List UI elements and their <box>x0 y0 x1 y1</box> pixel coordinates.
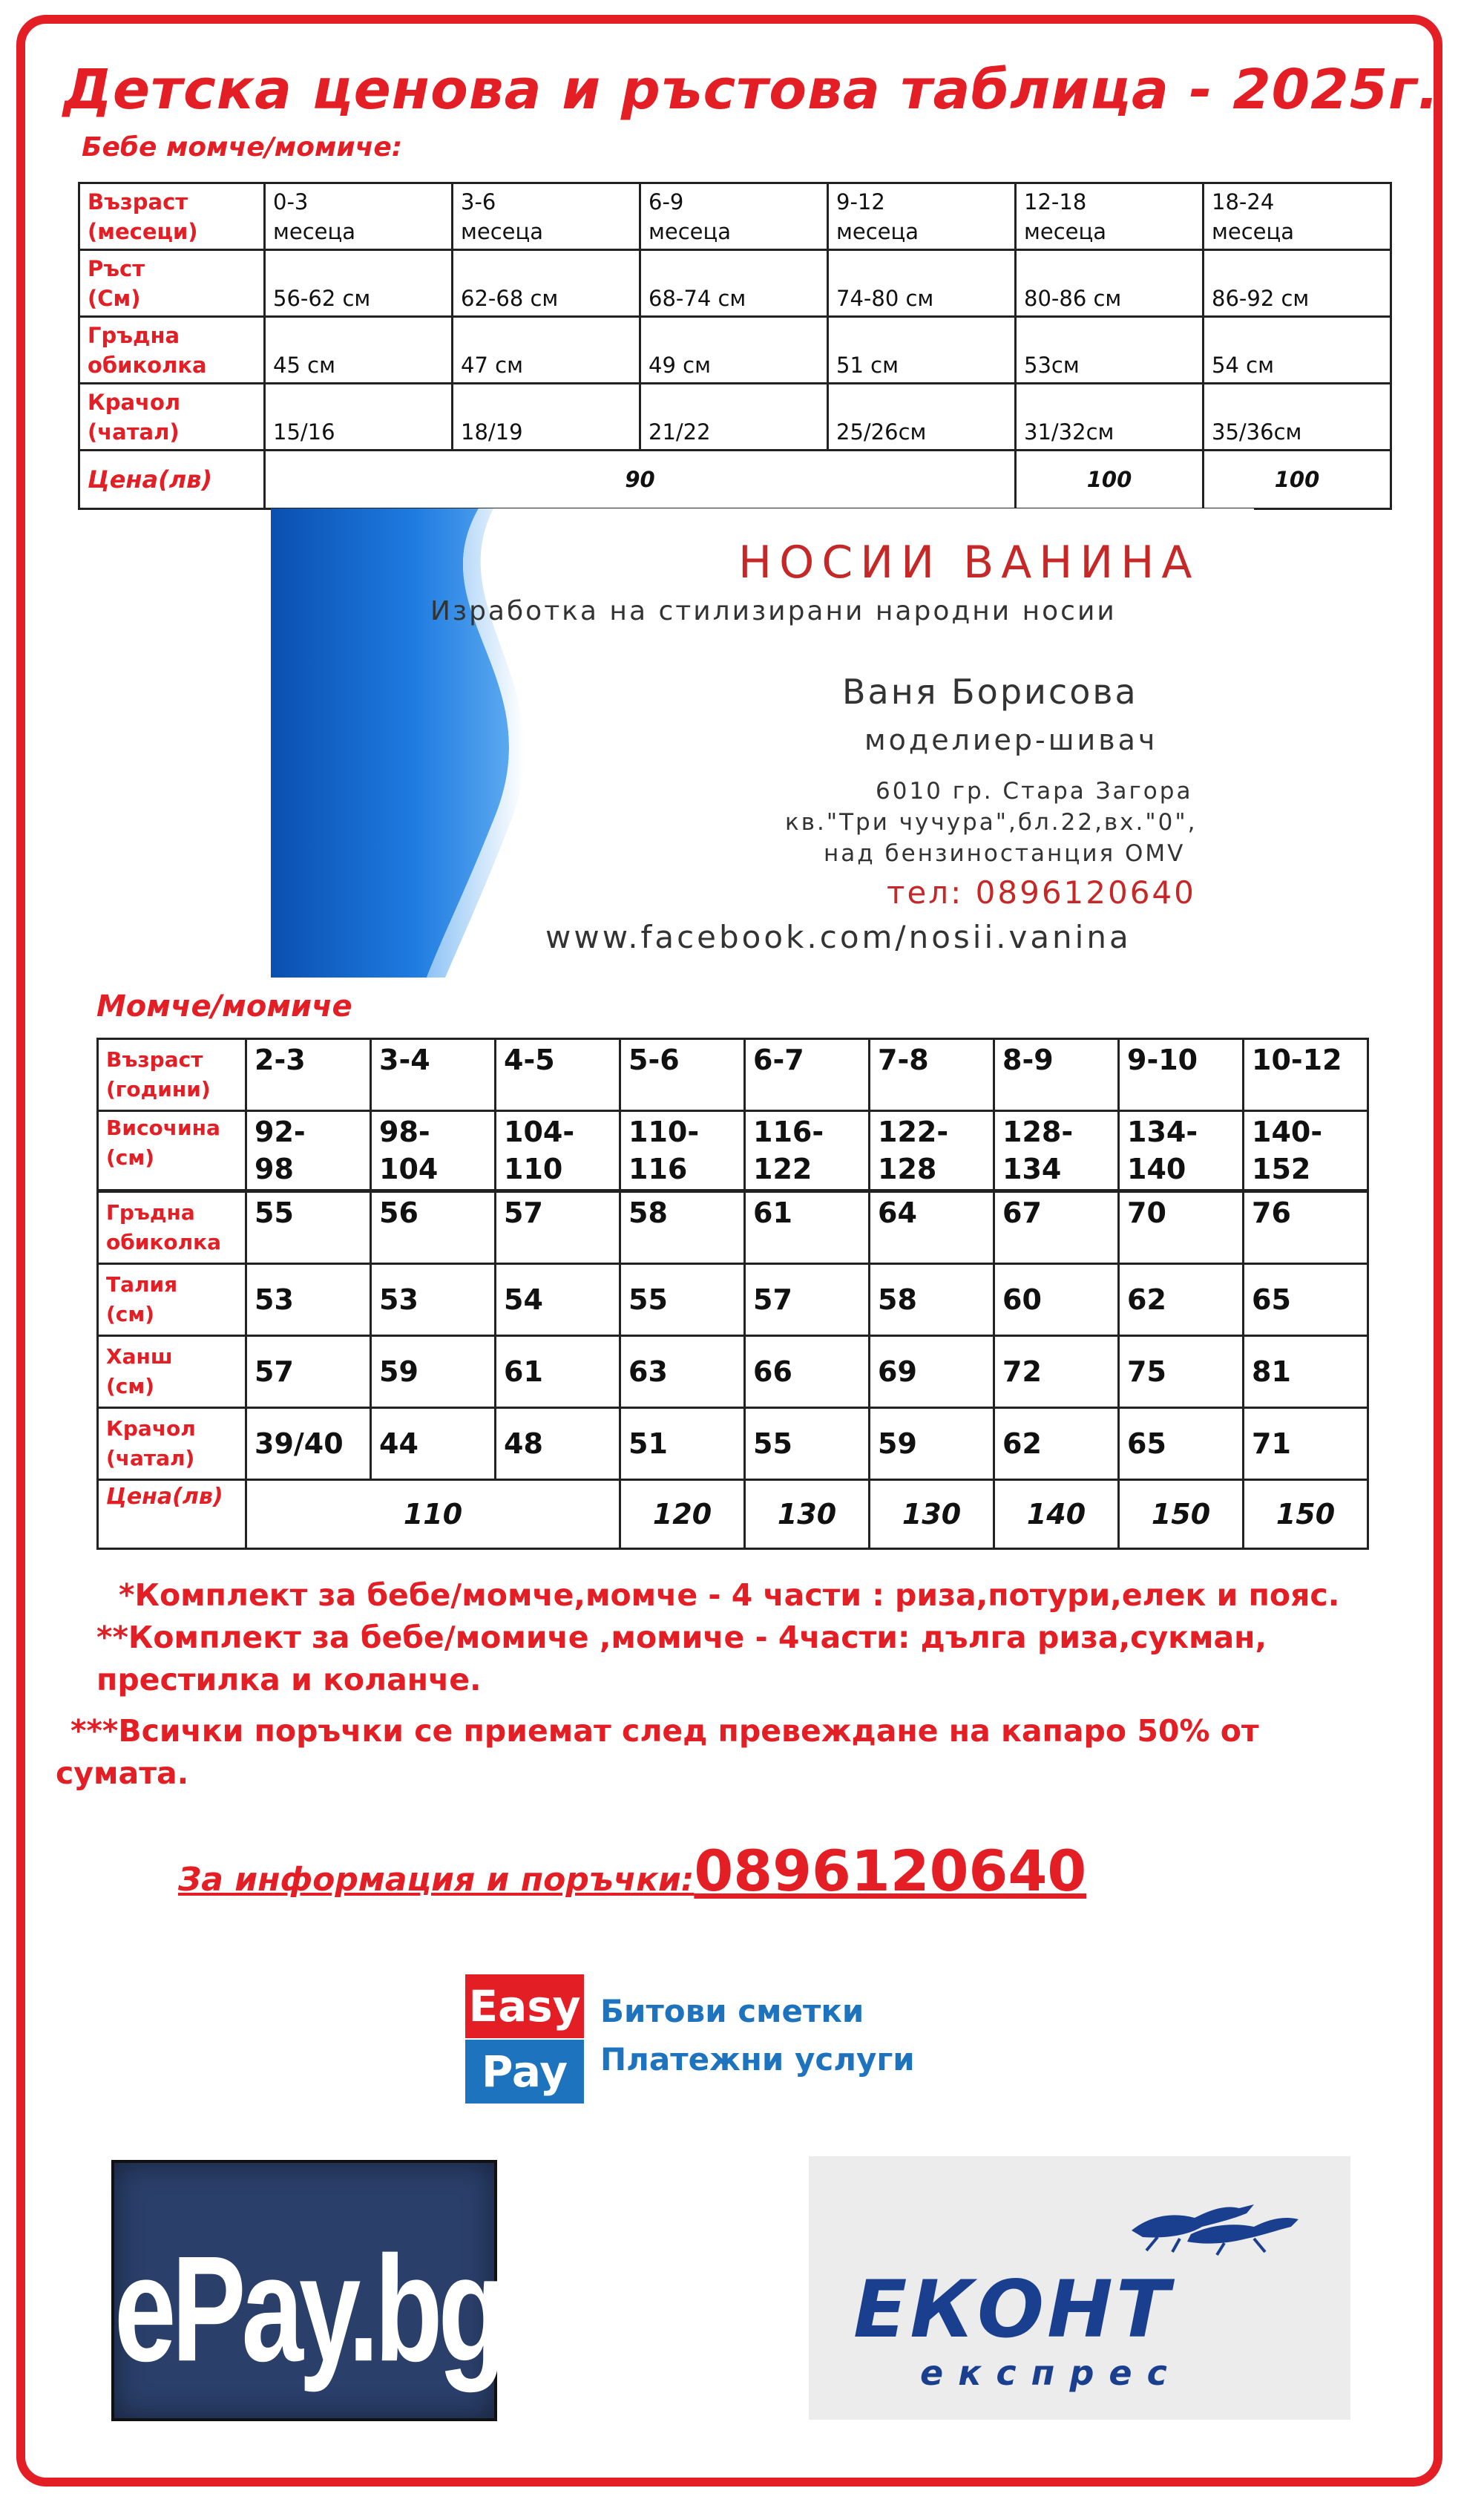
note-deposit: ***Всички поръчки се приемат след превеждане на капаро 50% от <box>70 1713 1259 1749</box>
business-card <box>271 508 1254 978</box>
table-cell: 0-3 месеца <box>265 183 453 250</box>
price-label: Цена(лв) <box>79 451 265 509</box>
table-cell: 12-18 месеца <box>1016 183 1204 250</box>
table-cell: 65 <box>1244 1264 1368 1336</box>
contact-label: За информация и поръчки: <box>178 1861 695 1899</box>
table-row <box>98 1408 1368 1480</box>
brand-name: НОСИИ ВАНИНА <box>738 537 1200 589</box>
table-cell: 128- 134 <box>994 1111 1119 1191</box>
table-cell: 54 см <box>1204 317 1391 384</box>
address-line: кв."Три чучура",бл.22,вх."0", <box>785 809 1198 836</box>
table-cell: 110- 116 <box>620 1111 745 1191</box>
table-cell: 51 см <box>828 317 1016 384</box>
table-row <box>79 317 1391 384</box>
table-cell: 134- 140 <box>1119 1111 1244 1191</box>
note-deposit-cont: сумата. <box>56 1755 189 1791</box>
table-cell: 75 <box>1119 1336 1244 1408</box>
page-title: Детска ценова и ръстова таблица - 2025г. <box>63 58 1439 122</box>
table-cell: 45 см <box>265 317 453 384</box>
table-row <box>98 1039 1368 1111</box>
table-cell: 68-74 см <box>640 250 828 317</box>
owner-name: Ваня Борисова <box>842 672 1138 712</box>
table-cell: 3-6 месеца <box>453 183 640 250</box>
table-cell: 21/22 <box>640 384 828 451</box>
table-cell: 5-6 <box>620 1039 745 1111</box>
epay-logo <box>111 2160 502 2421</box>
baby-section-heading: Бебе момче/момиче: <box>82 132 403 163</box>
table-cell: 59 <box>371 1336 496 1408</box>
table-cell: 104- 110 <box>496 1111 620 1191</box>
table-cell: 71 <box>1244 1408 1368 1480</box>
easypay-logo-top: Easy <box>465 1974 584 2038</box>
table-cell: 25/26см <box>828 384 1016 451</box>
price-row <box>98 1480 1368 1549</box>
table-row <box>98 1264 1368 1336</box>
table-cell: 62 <box>994 1408 1119 1480</box>
table-cell: 39/40 <box>246 1408 371 1480</box>
table-cell: 98- 104 <box>371 1111 496 1191</box>
table-row <box>98 1191 1368 1264</box>
table-cell: 18/19 <box>453 384 640 451</box>
table-cell: 64 <box>870 1191 994 1264</box>
easypay-logo-bottom: Pay <box>465 2040 584 2104</box>
easypay-line2: Платежни услуги <box>600 2041 915 2078</box>
table-cell: 140- 152 <box>1244 1111 1368 1191</box>
econt-logo-sub: експрес <box>920 2353 1182 2393</box>
table-cell: 69 <box>870 1336 994 1408</box>
table-cell: 4-5 <box>496 1039 620 1111</box>
table-cell: 67 <box>994 1191 1119 1264</box>
price-value: 90 <box>265 451 1016 509</box>
table-row <box>79 384 1391 451</box>
econt-logo-text: ЕКОНТ <box>853 2264 1173 2355</box>
table-cell: 44 <box>371 1408 496 1480</box>
table-cell: 122- 128 <box>870 1111 994 1191</box>
brand-tagline: Изработка на стилизирани народни носии <box>430 596 1117 626</box>
row-label-hip: Ханш (см) <box>98 1336 246 1408</box>
row-label-inseam: Крачол (чатал) <box>79 384 265 451</box>
easypay-logo <box>465 1974 584 2104</box>
table-cell: 86-92 см <box>1204 250 1391 317</box>
table-cell: 62 <box>1119 1264 1244 1336</box>
note-girl-set-cont: престилка и коланче. <box>96 1662 482 1698</box>
row-label-inseam: Крачол (чатал) <box>98 1408 246 1480</box>
table-cell: 54 <box>496 1264 620 1336</box>
blue-wave-graphic <box>271 508 605 978</box>
address-line: над бензиностанция OMV <box>824 840 1186 867</box>
table-cell: 56-62 см <box>265 250 453 317</box>
table-cell: 9-10 <box>1119 1039 1244 1111</box>
easypay-line1: Битови сметки <box>600 1993 864 2029</box>
card-phone: тел: 0896120640 <box>887 874 1196 911</box>
table-cell: 58 <box>870 1264 994 1336</box>
table-cell: 58 <box>620 1191 745 1264</box>
econt-logo <box>809 2156 1350 2420</box>
price-value: 150 <box>1119 1480 1244 1549</box>
price-label: Цена(лв) <box>98 1480 246 1549</box>
table-cell: 65 <box>1119 1408 1244 1480</box>
address-line: 6010 гр. Стара Загора <box>876 778 1193 805</box>
table-cell: 66 <box>745 1336 870 1408</box>
table-cell: 81 <box>1244 1336 1368 1408</box>
table-cell: 55 <box>246 1191 371 1264</box>
table-cell: 9-12 месеца <box>828 183 1016 250</box>
table-cell: 53 <box>371 1264 496 1336</box>
row-label-age: Възраст (месеци) <box>79 183 265 250</box>
table-cell: 18-24 месеца <box>1204 183 1391 250</box>
table-cell: 51 <box>620 1408 745 1480</box>
table-cell: 56 <box>371 1191 496 1264</box>
table-cell: 55 <box>620 1264 745 1336</box>
table-cell: 53 <box>246 1264 371 1336</box>
table-cell: 31/32см <box>1016 384 1204 451</box>
table-cell: 49 см <box>640 317 828 384</box>
table-cell: 15/16 <box>265 384 453 451</box>
table-cell: 61 <box>496 1336 620 1408</box>
row-label-chest: Гръдна обиколка <box>98 1191 246 1264</box>
table-cell: 92- 98 <box>246 1111 371 1191</box>
table-cell: 116- 122 <box>745 1111 870 1191</box>
table-cell: 55 <box>745 1408 870 1480</box>
table-cell: 80-86 см <box>1016 250 1204 317</box>
contact-line <box>178 1838 1086 1904</box>
table-cell: 76 <box>1244 1191 1368 1264</box>
price-value: 140 <box>994 1480 1119 1549</box>
price-value: 100 <box>1016 451 1204 509</box>
price-value: 110 <box>246 1480 620 1549</box>
table-cell: 72 <box>994 1336 1119 1408</box>
table-cell: 57 <box>745 1264 870 1336</box>
row-label-height: Ръст (См) <box>79 250 265 317</box>
facebook-link[interactable]: www.facebook.com/nosii.vanina <box>545 919 1132 955</box>
row-label-chest: Гръдна обиколка <box>79 317 265 384</box>
table-cell: 61 <box>745 1191 870 1264</box>
easypay-block <box>465 1974 915 2104</box>
table-cell: 7-8 <box>870 1039 994 1111</box>
epay-logo-text: ePay.bg <box>114 2224 502 2393</box>
table-cell: 8-9 <box>994 1039 1119 1111</box>
table-cell: 62-68 см <box>453 250 640 317</box>
price-value: 130 <box>745 1480 870 1549</box>
baby-size-table <box>78 182 1392 510</box>
kids-size-table <box>96 1038 1369 1550</box>
table-row <box>79 183 1391 250</box>
price-value: 100 <box>1204 451 1391 509</box>
table-cell: 59 <box>870 1408 994 1480</box>
table-row <box>79 250 1391 317</box>
price-row <box>79 451 1391 509</box>
table-row <box>98 1336 1368 1408</box>
table-row <box>98 1111 1368 1191</box>
greyhound-icon <box>1128 2190 1306 2256</box>
table-cell: 63 <box>620 1336 745 1408</box>
table-cell: 2-3 <box>246 1039 371 1111</box>
table-cell: 10-12 <box>1244 1039 1368 1111</box>
table-cell: 60 <box>994 1264 1119 1336</box>
kids-section-heading: Момче/момиче <box>96 989 352 1024</box>
table-cell: 53см <box>1016 317 1204 384</box>
table-cell: 6-9 месеца <box>640 183 828 250</box>
table-cell: 47 см <box>453 317 640 384</box>
table-cell: 3-4 <box>371 1039 496 1111</box>
table-cell: 6-7 <box>745 1039 870 1111</box>
row-label-age: Възраст (години) <box>98 1039 246 1111</box>
table-cell: 48 <box>496 1408 620 1480</box>
price-value: 120 <box>620 1480 745 1549</box>
note-girl-set: **Комплект за бебе/момиче ,момиче - 4части: дълга риза,сукман, <box>96 1620 1267 1655</box>
contact-phone[interactable]: 0896120640 <box>694 1838 1087 1904</box>
row-label-waist: Талия (см) <box>98 1264 246 1336</box>
table-cell: 74-80 см <box>828 250 1016 317</box>
owner-role: моделиер-шивач <box>864 724 1158 756</box>
row-label-height: Височина (см) <box>98 1111 246 1191</box>
table-cell: 70 <box>1119 1191 1244 1264</box>
table-cell: 57 <box>246 1336 371 1408</box>
table-cell: 35/36см <box>1204 384 1391 451</box>
price-value: 130 <box>870 1480 994 1549</box>
note-boy-set: *Комплект за бебе/момче,момче - 4 части : риза,потури,елек и пояс. <box>119 1577 1340 1613</box>
table-cell: 57 <box>496 1191 620 1264</box>
price-value: 150 <box>1244 1480 1368 1549</box>
